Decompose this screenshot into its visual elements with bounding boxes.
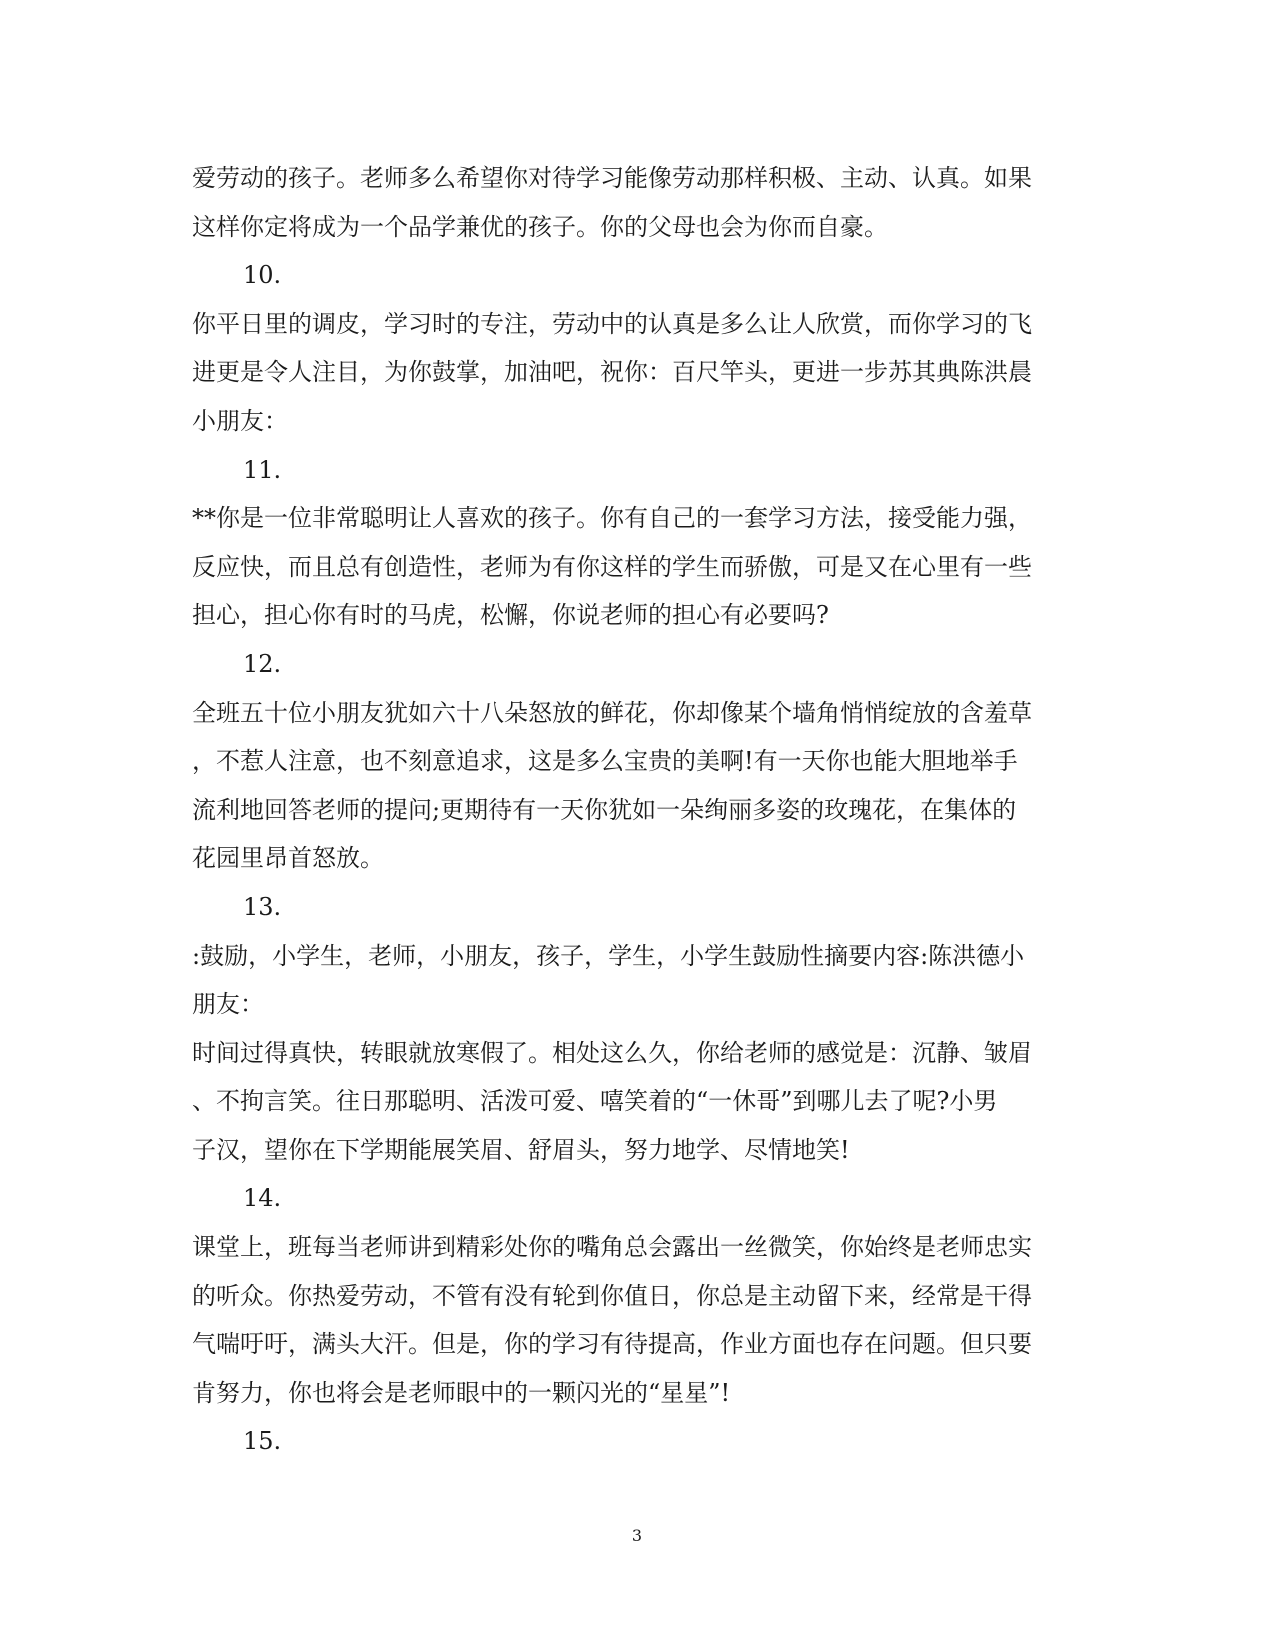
item-number: 10. [243, 261, 282, 290]
text-line: 反应快，而且总有创造性，老师为有你这样的学生而骄傲，可是又在心里有一些 [192, 552, 1032, 581]
text-line: 花园里昂首怒放。 [192, 844, 384, 873]
text-line: 全班五十位小朋友犹如六十八朵怒放的鲜花，你却像某个墙角悄悄绽放的含羞草 [192, 698, 1032, 727]
text-line: 担心，担心你有时的马虎，松懈，你说老师的担心有必要吗? [192, 601, 829, 630]
text-line: **你是一位非常聪明让人喜欢的孩子。你有自己的一套学习方法，接受能力强， [192, 504, 1032, 533]
item-number: 14. [243, 1184, 282, 1213]
item-number: 12. [243, 649, 282, 678]
text-line: 的听众。你热爱劳动，不管有没有轮到你值日，你总是主动留下来，经常是干得 [192, 1281, 1032, 1310]
document-body [192, 154, 1072, 1466]
text-line: 你平日里的调皮，学习时的专注，劳动中的认真是多么让人欣赏，而你学习的飞 [192, 309, 1032, 338]
text-line: ，不惹人注意，也不刻意追求，这是多么宝贵的美啊!有一天你也能大胆地举手 [192, 747, 1018, 776]
text-line: 朋友： [192, 990, 264, 1019]
item-number: 11. [243, 455, 282, 484]
item-number: 13. [243, 892, 282, 921]
text-line: :鼓励，小学生，老师，小朋友，孩子，学生，小学生鼓励性摘要内容:陈洪德小 [192, 941, 1025, 970]
text-line: 课堂上，班每当老师讲到精彩处你的嘴角总会露出一丝微笑，你始终是老师忠实 [192, 1233, 1032, 1262]
text-line: 进更是令人注目，为你鼓掌，加油吧，祝你：百尺竿头，更进一步苏其典陈洪晨 [192, 358, 1032, 387]
text-line: 流利地回答老师的提问;更期待有一天你犹如一朵绚丽多姿的玫瑰花，在集体的 [192, 795, 1017, 824]
text-line: 子汉，望你在下学期能展笑眉、舒眉头，努力地学、尽情地笑! [192, 1135, 850, 1164]
text-line: 时间过得真快，转眼就放寒假了。相处这么久，你给老师的感觉是：沉静、皱眉 [192, 1038, 1032, 1067]
text-line: 爱劳动的孩子。老师多么希望你对待学习能像劳动那样积极、主动、认真。如果 [192, 164, 1032, 192]
text-line: 小朋友： [192, 406, 288, 435]
item-number: 15. [243, 1427, 282, 1456]
text-line: 气喘吁吁，满头大汗。但是，你的学习有待提高，作业方面也存在问题。但只要 [192, 1330, 1032, 1359]
page-number: 3 [631, 1526, 643, 1545]
text-line: 肯努力，你也将会是老师眼中的一颗闪光的“星星”! [192, 1378, 731, 1407]
text-line: 这样你定将成为一个品学兼优的孩子。你的父母也会为你而自豪。 [192, 212, 888, 241]
text-line: 、不拘言笑。往日那聪明、活泼可爱、嘻笑着的“一休哥”到哪儿去了呢?小男 [192, 1087, 998, 1116]
